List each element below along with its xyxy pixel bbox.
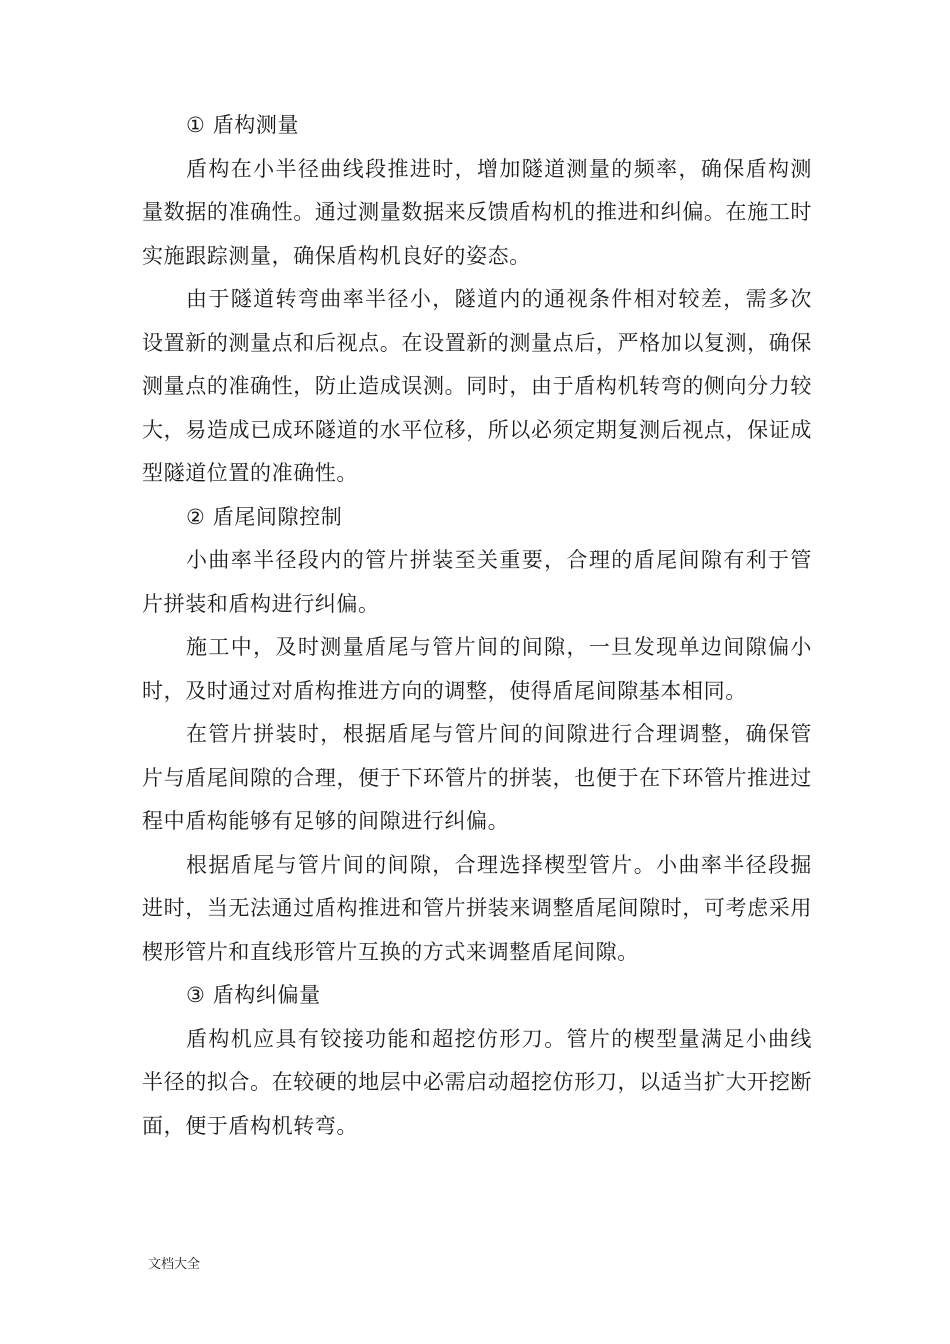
page-footer: 文档大全 xyxy=(148,1257,201,1272)
paragraph: 根据盾尾与管片间的间隙，合理选择楔型管片。小曲率半径段掘进时，当无法通过盾构推进和管片拼装来调整盾尾间隙时，可考虑采用楔形管片和直线形管片互换的方式来调整盾尾间隙。 xyxy=(142,852,812,964)
paragraph: 由于隧道转弯曲率半径小，隧道内的通视条件相对较差，需多次设置新的测量点和后视点。在设置新的测量点后，严格加以复测，确保测量点的准确性，防止造成误测。同时，由于盾构机转弯的侧向分力较大，易造成已成环隧道的水平位移，所以必须定期复测后视点，保证成型隧道位置的准确性。 xyxy=(142,287,812,485)
section-heading-correction-amount: ③ 盾构纠偏量 xyxy=(186,983,321,1007)
paragraph: 盾构在小半径曲线段推进时，增加隧道测量的频率，确保盾构测量数据的准确性。通过测量数据来反馈盾构机的推进和纠偏。在施工时实施跟踪测量，确保盾构机良好的姿态。 xyxy=(142,156,812,268)
section-heading-tail-gap-control: ② 盾尾间隙控制 xyxy=(186,504,343,529)
section-heading-shield-survey: ① 盾构测量 xyxy=(186,113,300,137)
document-body xyxy=(142,104,812,1148)
paragraph: 盾构机应具有铰接功能和超挖仿形刀。管片的楔型量满足小曲线半径的拟合。在较硬的地层中必需启动超挖仿形刀，以适当扩大开挖断面，便于盾构机转弯。 xyxy=(142,1026,812,1138)
paragraph: 在管片拼装时，根据盾尾与管片间的间隙进行合理调整，确保管片与盾尾间隙的合理，便于下环管片的拼装，也便于在下环管片推进过程中盾构能够有足够的间隙进行纠偏。 xyxy=(142,722,812,833)
paragraph: 施工中，及时测量盾尾与管片间的间隙，一旦发现单边间隙偏小时，及时通过对盾构推进方向的调整，使得盾尾间隙基本相同。 xyxy=(142,635,812,703)
paragraph: 小曲率半径段内的管片拼装至关重要，合理的盾尾间隙有利于管片拼装和盾构进行纠偏。 xyxy=(142,548,812,616)
